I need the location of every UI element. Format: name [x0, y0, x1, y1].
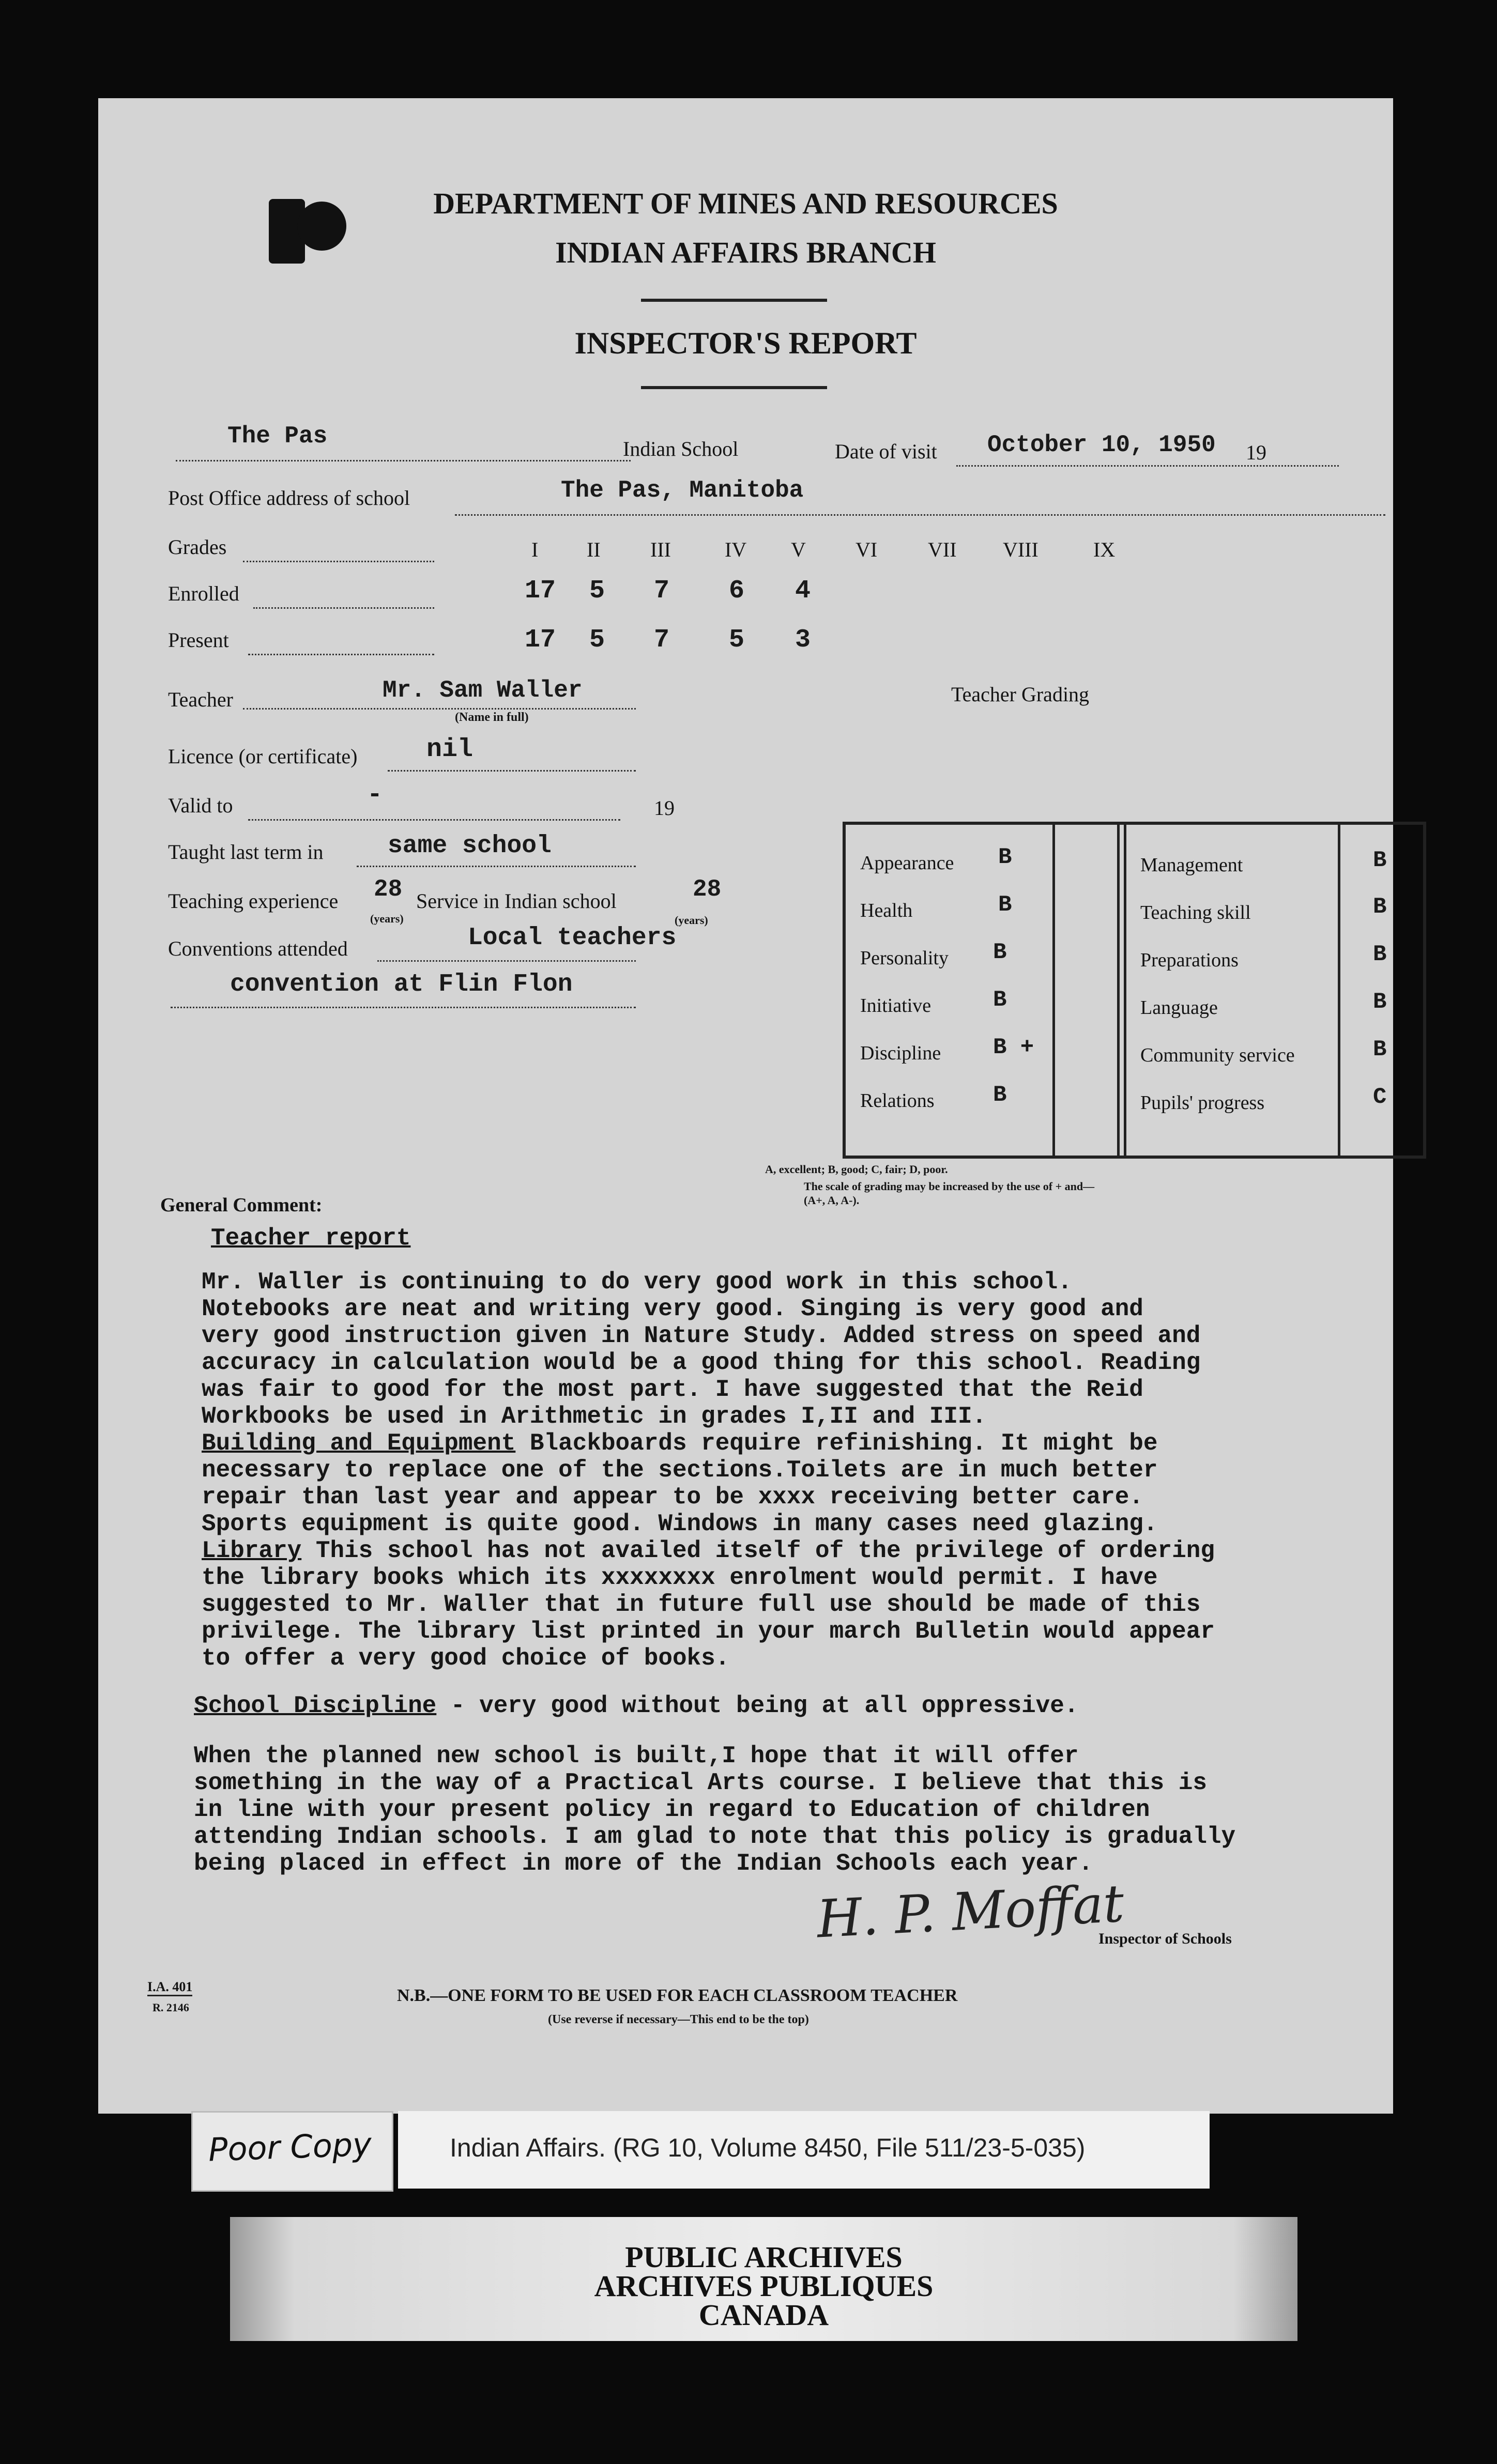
footer-note: N.B.—ONE FORM TO BE USED FOR EACH CLASSROOM TEACHER	[397, 1986, 958, 2005]
comment-line: Mr. Waller is continuing to do very good work in this school.	[202, 1269, 1072, 1296]
header-rule-bottom	[641, 386, 827, 389]
grade-value-appearance: B	[998, 844, 1012, 870]
stamp-line-1: PUBLIC ARCHIVES	[625, 2240, 903, 2274]
discipline-heading: School Discipline	[194, 1692, 437, 1719]
po-label: Post Office address of school	[168, 486, 410, 510]
po-address: The Pas, Manitoba	[561, 477, 804, 504]
name-note: (Name in full)	[455, 711, 529, 724]
enrolled-3: 7	[654, 576, 670, 606]
experience-value: 28	[374, 876, 403, 903]
footer-subnote: (Use reverse if necessary—This end to be the top)	[548, 2013, 809, 2026]
school-name: The Pas	[227, 423, 328, 450]
comment-line: necessary to replace one of the sections.Toilets are in much better	[202, 1457, 1158, 1484]
report-form	[98, 98, 1393, 2114]
comment-line: the library books which its xxxxxxxx enrolment would permit. I have	[202, 1564, 1158, 1591]
comment-line: something in the way of a Practical Arts course. I believe that this is	[194, 1769, 1207, 1796]
conventions-line2: convention at Flin Flon	[230, 971, 573, 998]
comment-line: accuracy in calculation would be a good thing for this school. Reading	[202, 1349, 1201, 1376]
teacher-report-heading: Teacher report	[211, 1225, 411, 1252]
comment-line: repair than last year and appear to be xxxx receiving better care.	[202, 1484, 1143, 1511]
grade-value-community: B	[1373, 1037, 1387, 1062]
library-heading: Library	[202, 1537, 302, 1564]
valid-label: Valid to	[168, 794, 233, 817]
grade-label-appearance: Appearance	[860, 852, 954, 874]
grade-header-2: II	[587, 538, 601, 561]
grade-label-health: Health	[860, 900, 913, 921]
service-years-note: (years)	[675, 914, 708, 927]
licence-value: nil	[426, 735, 473, 764]
form-revision: R. 2146	[152, 2001, 189, 2014]
service-label: Service in Indian school	[416, 889, 617, 913]
signature-title: Inspector of Schools	[1098, 1930, 1232, 1947]
grade-value-relations: B	[993, 1082, 1007, 1108]
comment-line: Sports equipment is quite good. Windows in many cases need glazing.	[202, 1511, 1158, 1537]
grade-header-7: VII	[928, 538, 957, 561]
teacher-name: Mr. Sam Waller	[383, 677, 583, 704]
form-number: I.A. 401	[147, 1979, 192, 1996]
grade-header-5: V	[791, 538, 806, 561]
comment-line: was fair to good for the most part. I have suggested that the Reid	[202, 1376, 1143, 1403]
grade-header-3: III	[650, 538, 671, 561]
citation-text: Indian Affairs. (RG 10, Volume 8450, File 511/23-5-035)	[450, 2133, 1086, 2162]
building-line-1: Building and Equipment Blackboards require refinishing. It might be	[202, 1430, 1158, 1457]
enrolled-label: Enrolled	[168, 582, 239, 605]
comment-line: being placed in effect in more of the Indian Schools each year.	[194, 1850, 1093, 1877]
present-2: 5	[589, 625, 605, 655]
grade-label-personality: Personality	[860, 947, 949, 969]
citation-label	[398, 2111, 1210, 2189]
service-value: 28	[693, 876, 722, 903]
indian-school-label: Indian School	[623, 437, 739, 460]
teacher-label: Teacher	[168, 688, 233, 711]
comment-line: in line with your present policy in regard to Education of children	[194, 1796, 1150, 1823]
stamp-line-3: CANADA	[698, 2298, 829, 2332]
grade-value-personality: B	[993, 940, 1007, 965]
grade-header-9: IX	[1093, 538, 1116, 561]
grading-title: Teacher Grading	[951, 683, 1090, 706]
conventions-line1: Local teachers	[468, 924, 677, 952]
branch-title: INDIAN AFFAIRS BRANCH	[555, 236, 936, 269]
grade-header-8: VIII	[1003, 538, 1038, 561]
poor-copy-text: Poor Copy	[207, 2125, 372, 2169]
stamp-line-2: ARCHIVES PUBLIQUES	[594, 2269, 934, 2303]
grade-label-teaching-skill: Teaching skill	[1140, 902, 1251, 923]
comment-line: Notebooks are neat and writing very good. Singing is very good and	[202, 1296, 1143, 1322]
building-heading: Building and Equipment	[202, 1430, 516, 1457]
grading-scale-note: The scale of grading may be increased by the use of + and—	[804, 1180, 1095, 1193]
enrolled-2: 5	[589, 576, 605, 606]
grading-scale-note-2: (A+, A, A-).	[804, 1194, 860, 1207]
grade-value-language: B	[1373, 989, 1387, 1015]
date-year-suffix: 19	[1246, 441, 1266, 464]
present-1: 17	[525, 625, 556, 655]
present-5: 3	[795, 625, 811, 655]
department-title: DEPARTMENT OF MINES AND RESOURCES	[433, 187, 1058, 220]
grade-value-pupils-progress: C	[1373, 1084, 1387, 1110]
grade-value-management: B	[1373, 848, 1387, 873]
comment-line: suggested to Mr. Waller that in future full use should be made of this	[202, 1591, 1201, 1618]
poor-copy-label	[191, 2111, 393, 2192]
comment-line: Workbooks be used in Arithmetic in grades I,II and III.	[202, 1403, 987, 1430]
grade-label-preparations: Preparations	[1140, 949, 1239, 971]
grade-value-teaching-skill: B	[1373, 894, 1387, 920]
valid-year-suffix: 19	[654, 796, 675, 820]
comment-line: privilege. The library list printed in your march Bulletin would appear	[202, 1618, 1215, 1645]
grade-value-preparations: B	[1373, 942, 1387, 967]
general-comment-label: General Comment:	[160, 1194, 323, 1216]
grade-label-pupils-progress: Pupils' progress	[1140, 1092, 1265, 1114]
grade-header-4: IV	[725, 538, 747, 561]
grades-label: Grades	[168, 535, 227, 559]
grade-header-6: VI	[856, 538, 878, 561]
grade-value-discipline: B +	[993, 1035, 1034, 1060]
grade-label-discipline: Discipline	[860, 1042, 941, 1064]
taught-value: same school	[388, 832, 552, 860]
grade-header-1: I	[531, 538, 539, 561]
grade-value-initiative: B	[993, 987, 1007, 1013]
grade-label-language: Language	[1140, 997, 1218, 1019]
inspector-signature: H. P. Moffat	[815, 1873, 1126, 1950]
discipline-line: School Discipline - very good without being at all oppressive.	[194, 1692, 1079, 1719]
valid-value: -	[367, 780, 383, 810]
grade-value-health: B	[998, 892, 1012, 918]
visit-date: October 10, 1950	[987, 432, 1216, 458]
experience-label: Teaching experience	[168, 889, 339, 913]
comment-line: to offer a very good choice of books.	[202, 1645, 730, 1672]
comment-line: When the planned new school is built,I hope that it will offer	[194, 1743, 1079, 1769]
comment-line: very good instruction given in Nature Study. Added stress on speed and	[202, 1322, 1201, 1349]
grade-label-management: Management	[1140, 854, 1243, 876]
archives-stamp	[230, 2217, 1297, 2341]
present-3: 7	[654, 625, 670, 655]
enrolled-4: 6	[729, 576, 745, 606]
present-label: Present	[168, 628, 229, 652]
licence-label: Licence (or certificate)	[168, 745, 358, 768]
experience-years-note: (years)	[370, 912, 404, 925]
present-4: 5	[729, 625, 745, 655]
header-rule-top	[641, 299, 827, 302]
grading-key: A, excellent; B, good; C, fair; D, poor.	[765, 1163, 948, 1176]
grade-label-community: Community service	[1140, 1044, 1295, 1066]
comment-line: attending Indian schools. I am glad to note that this policy is gradually	[194, 1823, 1236, 1850]
enrolled-5: 4	[795, 576, 811, 606]
report-title: INSPECTOR'S REPORT	[574, 326, 917, 360]
library-line-1: Library This school has not availed itself of the privilege of ordering	[202, 1537, 1215, 1564]
taught-label: Taught last term in	[168, 840, 324, 864]
conventions-label: Conventions attended	[168, 937, 348, 960]
grade-label-relations: Relations	[860, 1090, 935, 1112]
grading-table	[843, 822, 1426, 1159]
date-label: Date of visit	[835, 440, 937, 463]
grade-label-initiative: Initiative	[860, 995, 931, 1017]
enrolled-1: 17	[525, 576, 556, 606]
